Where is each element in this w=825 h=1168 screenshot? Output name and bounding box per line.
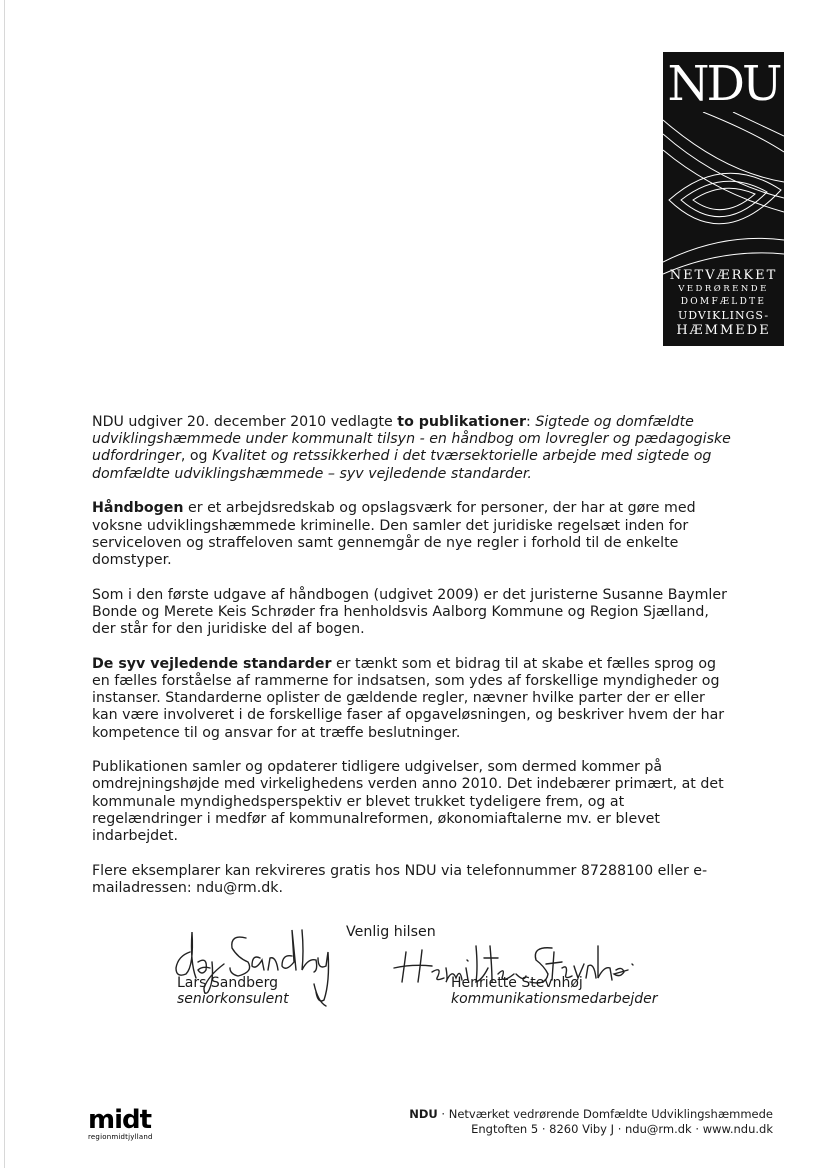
bold-text: to publikationer: [397, 414, 527, 430]
footer-org-name: · Netværket vedrørende Domfældte Udviklingshæmmede: [437, 1107, 773, 1121]
footer-org-line: [409, 1107, 773, 1122]
region-midtjylland-logo: [88, 1105, 153, 1141]
paragraph-text: :: [526, 414, 536, 430]
region-logo-subtitle: regionmidtjylland: [88, 1133, 153, 1141]
bold-text: De syv vejledende standarder: [92, 655, 332, 672]
paragraph-text: er tænkt som et bidrag til at skabe et fælles sprog og en fælles forståelse af rammerne for indsatsen, som ydes af forskellige myndigheder og instanser. Standarderne oplister de gældende regler, nævner hvilke parter der er eller kan være involveret i de forskellige faser af opgaveløsningen, og beskriver hvem der har kompetence til og ansvar for at træffe beslutninger.: [92, 655, 725, 741]
logo-line: HÆMMEDE: [676, 323, 771, 338]
letter-paragraph: [92, 759, 732, 845]
letter-paragraph: [92, 500, 732, 569]
paragraph-text: , og: [180, 448, 213, 465]
letter-paragraph: [92, 414, 732, 483]
scan-edge: [4, 0, 5, 1168]
signatory-title: seniorkonsulent: [177, 991, 289, 1007]
paragraph-text: er et arbejdsredskab og opslagsværk for personer, der har at gøre med voksne udviklingshæmmede kriminelle. Den samler det juridiske regelsæt inden for serviceloven og straffeloven samt gennemgår de nye regler i forhold til de enkelte domstyper.: [92, 500, 696, 568]
italic-text: Kvalitet og retssikkerhed i det tværsektorielle arbejde med sigtede og domfældte udviklingshæmmede – syv vejledende standarder.: [92, 448, 712, 482]
footer-org-acronym: NDU: [409, 1107, 438, 1121]
letter-body: [92, 414, 732, 915]
logo-line: DOMFÆLDTE: [680, 297, 767, 307]
footer-address: [409, 1107, 773, 1137]
region-logo-word: midt: [88, 1105, 152, 1135]
logo-wordmark: [665, 268, 782, 338]
logo-line: VEDRØRENDE: [678, 284, 769, 294]
letter-paragraph: [92, 863, 732, 897]
ndu-logo: [663, 52, 784, 346]
paragraph-text: Som i den første udgave af håndbogen (udgivet 2009) er det juristerne Susanne Baymler Bonde og Merete Keis Schrøder fra henholdsvis Aalborg Kommune og Region Sjælland, der står for den juridiske del af bogen.: [92, 586, 727, 638]
letter-paragraph: [92, 587, 732, 639]
logo-line: UDVIKLINGS-: [677, 309, 770, 322]
logo-line: NETVÆRKET: [669, 268, 778, 283]
letter-paragraph: [92, 656, 732, 742]
signatory-name: Henriette Stevnhøj: [451, 975, 583, 991]
closing-salutation: Venlig hilsen: [346, 924, 436, 940]
paragraph-text: Publikationen samler og opdaterer tidligere udgivelser, som dermed kommer på omdrejningshøjde med virkelighedens verden anno 2010. Det indebærer primært, at det kommunale myndighedsperspektiv er blevet trukket tydeligere frem, og at regelændringer i medfør af kommunalreformen, økonomiaftalerne mv. er blevet indarbejdet.: [92, 759, 724, 845]
bold-text: Håndbogen: [92, 500, 184, 517]
paragraph-text: Flere eksemplarer kan rekvireres gratis hos NDU via telefonnummer 87288100 eller e-mailadressen: ndu@rm.dk.: [92, 862, 708, 896]
italic-text: Sigtede og domfældte udviklingshæmmede under kommunalt tilsyn - en håndbog om lovregler og pædagogiske udfordringer: [92, 414, 731, 465]
footer-address-line: Engtoften 5 · 8260 Viby J · ndu@rm.dk · www.ndu.dk: [471, 1122, 773, 1136]
signatory-title: kommunikationsmedarbejder: [451, 991, 658, 1007]
logo-acronym: NDU: [667, 56, 780, 112]
signatory-name: Lars Sandberg: [177, 975, 279, 991]
paragraph-text: NDU udgiver 20. december 2010 vedlagte: [92, 414, 398, 430]
